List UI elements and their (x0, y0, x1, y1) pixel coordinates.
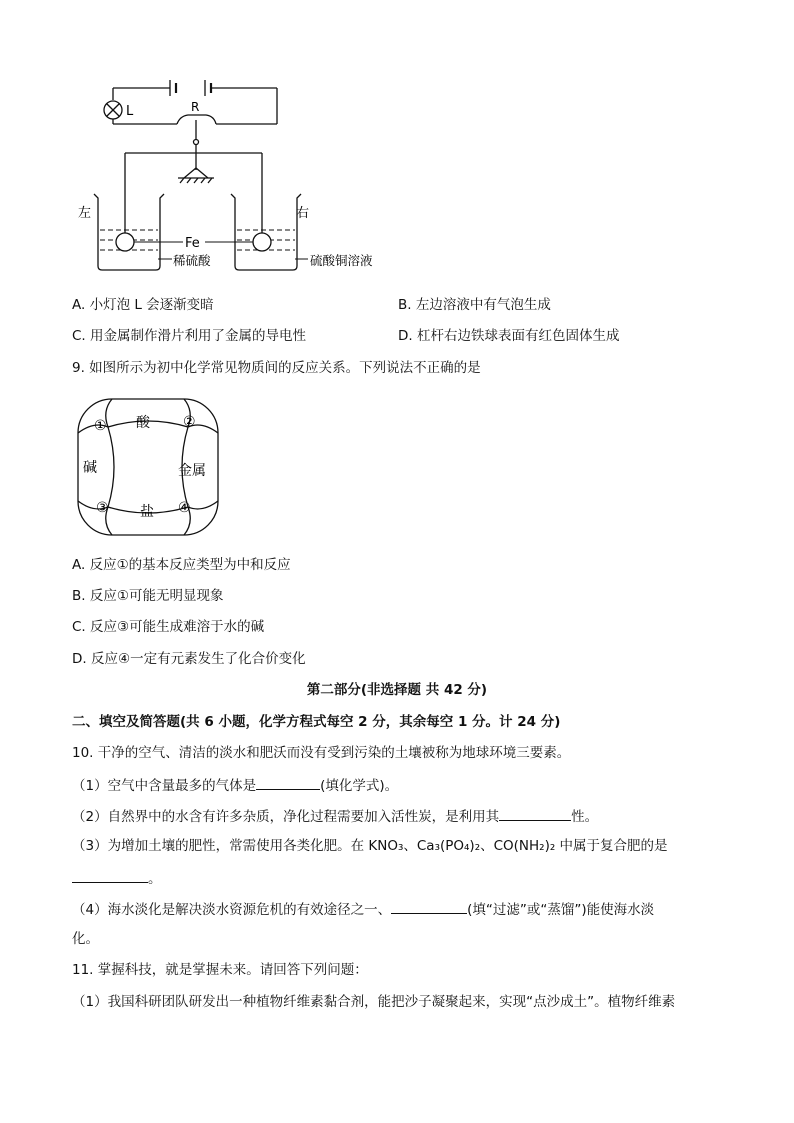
q10-part2-text: （2）自然界中的水含有许多杂质，净化过程需要加入活性炭，是利用其 (72, 809, 500, 825)
q10-stem: 10. 干净的空气、清洁的淡水和肥沃而没有受到污染的土壤被称为地球环境三要素。 (72, 745, 571, 761)
left-iron-ball (116, 233, 134, 251)
reaction-1-label: ① (94, 418, 107, 434)
fe-label: Fe (185, 236, 200, 251)
q8-option-b: B. 左边溶液中有气泡生成 (398, 297, 551, 313)
reaction-relation-diagram (72, 393, 232, 543)
reaction-3-label: ③ (96, 500, 109, 516)
q10-part4-text: （4）海水淡化是解决淡水资源危机的有效途径之一、 (72, 902, 392, 918)
left-label: 左 (78, 206, 92, 221)
q10-part1-text: （1）空气中含量最多的气体是 (72, 778, 257, 794)
q9-stem: 9. 如图所示为初中化学常见物质间的反应关系。下列说法不正确的是 (72, 360, 481, 376)
q10-part3-answer (72, 868, 162, 888)
q10-part3: （3）为增加土壤的肥性，常需使用各类化肥。在 KNO₃、Ca₃(PO₄)₂、CO(NH₂)₂ 中属于复合肥的是 (72, 838, 668, 854)
left-solution-label: 稀硫酸 (173, 253, 211, 268)
q9-option-a: A. 反应①的基本反应类型为中和反应 (72, 557, 291, 573)
q10-part4-cont: 化。 (72, 931, 99, 947)
q8-option-d: D. 杠杆右边铁球表面有红色固体生成 (398, 328, 620, 344)
q10-part2-hint: 性。 (571, 809, 599, 825)
reaction-2-label: ② (183, 414, 196, 430)
resistor-label: R (191, 100, 200, 114)
right-solution-label: 硫酸铜溶液 (310, 253, 373, 268)
reaction-4-label: ④ (178, 500, 191, 516)
section-heading: 二、填空及简答题(共 6 小题，化学方程式每空 2 分，其余每空 1 分。计 24 分) (72, 714, 561, 730)
q10-blank-3[interactable] (72, 868, 148, 883)
q10-blank-1[interactable] (256, 775, 320, 790)
q8-option-a: A. 小灯泡 L 会逐渐变暗 (72, 297, 214, 313)
q10-part4-hint: (填“过滤”或“蒸馏”)能使海水淡 (467, 902, 655, 918)
q8-option-c: C. 用金属制作滑片利用了金属的导电性 (72, 328, 307, 344)
q9-option-c: C. 反应③可能生成难溶于水的碱 (72, 619, 265, 635)
q9-option-d: D. 反应④一定有元素发生了化合价变化 (72, 651, 306, 667)
q10-part2 (72, 806, 598, 826)
right-label: 右 (296, 206, 310, 221)
right-iron-ball (253, 233, 271, 251)
q10-part1-hint: (填化学式)。 (320, 778, 399, 794)
q10-part3-end: 。 (148, 871, 162, 887)
q10-blank-4[interactable] (391, 899, 467, 914)
metal-label: 金属 (178, 463, 206, 479)
acid-label: 酸 (136, 415, 150, 431)
q9-option-b: B. 反应①可能无明显现象 (72, 588, 224, 604)
q11-stem: 11. 掌握科技，就是掌握未来。请回答下列问题： (72, 962, 368, 978)
base-label: 碱 (83, 460, 97, 476)
part2-title: 第二部分(非选择题 共 42 分) (306, 682, 488, 698)
circuit-lever-figure (70, 62, 400, 282)
salt-label: 盐 (140, 504, 154, 520)
q10-part4 (72, 899, 654, 919)
q10-part1 (72, 775, 398, 795)
q11-part1: （1）我国科研团队研发出一种植物纤维素黏合剂，能把沙子凝聚起来，实现“点沙成土”。植物纤维素 (72, 994, 676, 1010)
lamp-label: L (126, 104, 134, 119)
q10-blank-2[interactable] (499, 806, 571, 821)
